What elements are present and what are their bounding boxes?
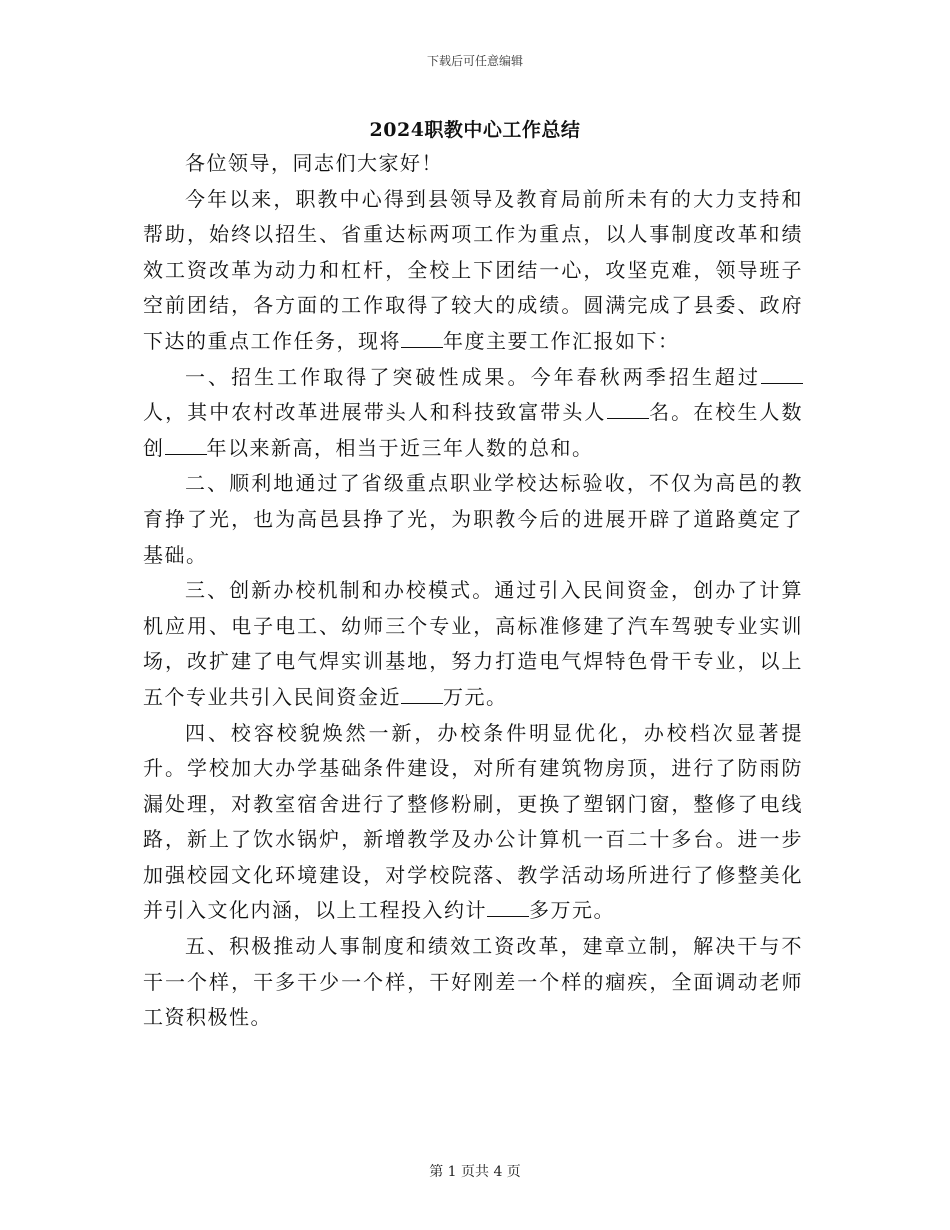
paragraph-text: 一、招生工作取得了突破性成果。今年春秋两季招生超过: [185, 364, 761, 389]
paragraph-text: 年以来新高，相当于近三年人数的总和。: [206, 435, 594, 460]
fill-blank: [607, 402, 649, 419]
paragraph-text: 年度主要工作汇报如下：: [443, 328, 680, 353]
paragraph-text: 万元。: [443, 684, 508, 709]
mechanism-paragraph: [143, 573, 803, 715]
document-body: [143, 146, 803, 1036]
paragraph-text: 五、积极推动人事制度和绩效工资改革，建章立制，解决干与不干一个样，干多干少一个样，干好刚差一个样的痼疾，全面调动老师工资积极性。: [143, 934, 803, 1030]
paragraph-text: 今年以来，职教中心得到县领导及教育局前所未有的大力支持和帮助，始终以招生、省重达标两项工作为重点，以人事制度改革和绩效工资改革为动力和杠杆，全校上下团结一心，攻坚克难，领导班子空前团结，各方面的工作取得了较大的成绩。圆满完成了县委、政府下达的重点工作任务，现将: [143, 186, 803, 353]
enrollment-paragraph: [143, 360, 803, 467]
paragraph-text: 四、校容校貌焕然一新，办校条件明显优化，办校档次显著提升。学校加大办学基础条件建设，对所有建筑物房顶，进行了防雨防漏处理，对教室宿舍进行了整修粉刷，更换了塑钢门窗，整修了电线路，新上了饮水锅炉，新增教学及办公计算机一百二十多台。进一步加强校园文化环境建设，对学校院落、教学活动场所进行了修整美化并引入文化内涵，以上工程投入约计: [143, 720, 803, 923]
fill-blank: [165, 438, 207, 455]
reform-paragraph: [143, 929, 803, 1036]
fill-blank: [487, 900, 529, 917]
paragraph-text: 三、创新办校机制和办校模式。通过引入民间资金，创办了计算机应用、电子电工、幼师三个专业，高标准修建了汽车驾驶专业实训场，改扩建了电气焊实训基地，努力打造电气焊特色骨干专业，以上五个专业共引入民间资金近: [143, 578, 803, 709]
document-title: 2024职教中心工作总结: [369, 119, 581, 141]
paragraph-text: 二、顺利地通过了省级重点职业学校达标验收，不仅为高邑的教育挣了光，也为高邑县挣了光，为职教今后的进展开辟了道路奠定了基础。: [143, 471, 803, 567]
fill-blank: [401, 331, 443, 348]
fill-blank: [401, 687, 443, 704]
fill-blank: [761, 367, 803, 384]
campus-paragraph: [143, 716, 803, 930]
paragraph-text: 人，其中农村改革进展带头人和科技致富带头人: [143, 400, 607, 425]
intro-paragraph: [143, 182, 803, 360]
accreditation-paragraph: [143, 466, 803, 573]
page-header-note: 下载后可任意编辑: [426, 54, 523, 68]
paragraph-text: 多万元。: [529, 898, 615, 923]
page-number: 第 1 页共 4 页: [429, 1164, 521, 1180]
greeting-paragraph: 各位领导，同志们大家好！: [185, 151, 443, 175]
paragraph-text: 名。在校生人数创: [143, 400, 803, 460]
